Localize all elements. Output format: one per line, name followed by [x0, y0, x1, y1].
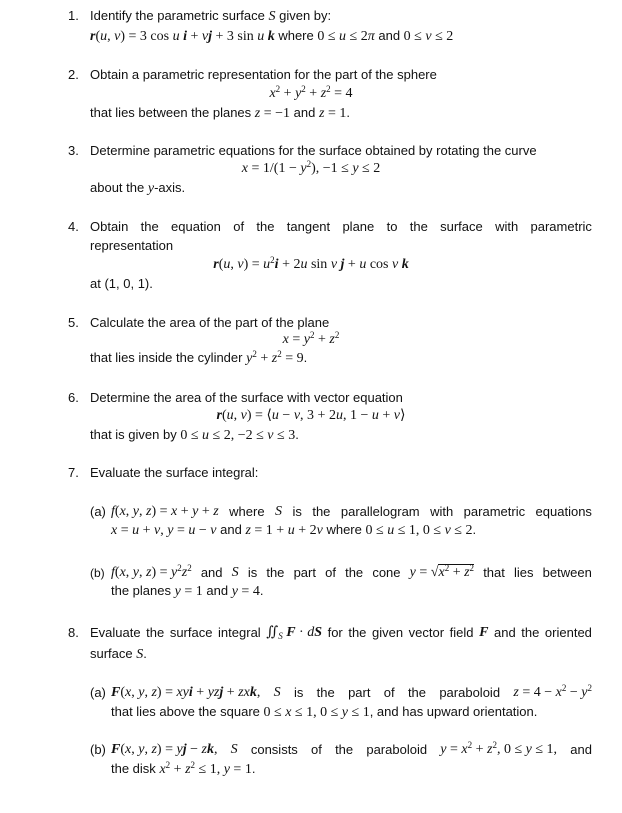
problem-2-equation: $x^2 + y^2 + z^2 = 4$ — [269, 84, 353, 101]
problem-3-text: Determine parametric equations for the surface obtained by rotating the curve — [90, 143, 537, 158]
problem-6-text-range: that is given by 0 ≤ u ≤ 2, −2 ≤ v ≤ 3. — [90, 427, 299, 443]
problem-4-text-point: at (1, 0, 1). — [90, 276, 153, 291]
problem-5-number: 5. — [68, 315, 79, 330]
problem-5-text: Calculate the area of the part of the plane — [90, 315, 330, 330]
problem-4-text-2: representation — [90, 238, 174, 253]
problem-3-text-axis: about the y-axis. — [90, 180, 186, 196]
problem-7b-text: f(x, y, $z) = y^2z^2$ and S is the part of the cone $y = √x^2 + z^2$ that lies between — [111, 563, 592, 580]
problem-1-text: Identify the parametric surface S given by: — [90, 8, 332, 24]
problem-8a-text: F(x, y, z) = xyi + yzj + zxk, S is the part of the paraboloid $z = 4 - x^2 - y^2$ — [111, 683, 592, 700]
problem-1-number: 1. — [68, 8, 79, 23]
problem-8b-disk: the disk $x^2 + z^2 \le 1$, y = 1. — [111, 760, 256, 777]
problem-2-text: Obtain a parametric representation for the part of the sphere — [90, 67, 437, 82]
problem-4-text: Obtain the equation of the tangent plane to the surface with parametric — [90, 219, 592, 234]
problem-7b-planes: the planes y = 1 and y = 4. — [111, 583, 264, 599]
problem-4-equation: r(u, $v) = u^2i + 2u$ sin v j + u cos v k — [213, 255, 409, 272]
problem-8b-text: F(x, y, z) = yj − zk, S consists of the paraboloid $y = x^2 + z^2$, 0 ≤ y ≤ 1, and — [111, 740, 592, 757]
problem-5-text-cylinder: that lies inside the cylinder $y^2 + z^2 = 9$. — [90, 349, 308, 366]
problem-2-number: 2. — [68, 67, 79, 82]
problem-4-number: 4. — [68, 219, 79, 234]
problem-7a-text: f(x, y, z) = x + y + z where S is the parallelogram with parametric equations — [111, 504, 592, 519]
problem-8-number: 8. — [68, 625, 79, 640]
problem-7a-label: (a) — [90, 504, 106, 519]
problem-8a-label: (a) — [90, 685, 106, 700]
problem-8-text-2: surface S. — [90, 646, 147, 662]
problem-7-number: 7. — [68, 465, 79, 480]
problem-7-text: Evaluate the surface integral: — [90, 465, 259, 480]
problem-6-text: Determine the area of the surface with vector equation — [90, 390, 403, 405]
problem-7a-equations: x = u + v, y = u − v and z = 1 + u + 2v where 0 ≤ u ≤ 1, 0 ≤ v ≤ 2. — [111, 522, 477, 538]
problem-8-text: Evaluate the surface integral $∬_S$ F · dS for the given vector field F and the oriented — [90, 625, 592, 641]
problem-1-equation: r(u, v) = 3 cos u i + vj + 3 sin u k where 0 ≤ u ≤ 2π and 0 ≤ v ≤ 2 — [90, 28, 454, 44]
problem-3-equation: $x = 1/(1 - y^2)$, −1 ≤ y ≤ 2 — [241, 159, 381, 176]
problem-6-equation: r(u, v) = ⟨u − v, 3 + 2u, 1 − u + v⟩ — [216, 408, 406, 423]
problem-5-equation: $x = y^2 + z^2$ — [282, 330, 340, 347]
problem-3-number: 3. — [68, 143, 79, 158]
problem-2-text-planes: that lies between the planes z = −1 and z = 1. — [90, 105, 350, 121]
problem-8a-square: that lies above the square 0 ≤ x ≤ 1, 0 ≤ y ≤ 1, and has upward orientation. — [111, 704, 538, 720]
problem-6-number: 6. — [68, 390, 79, 405]
problem-7b-label: (b) — [90, 566, 105, 580]
problem-8b-label: (b) — [90, 742, 106, 757]
